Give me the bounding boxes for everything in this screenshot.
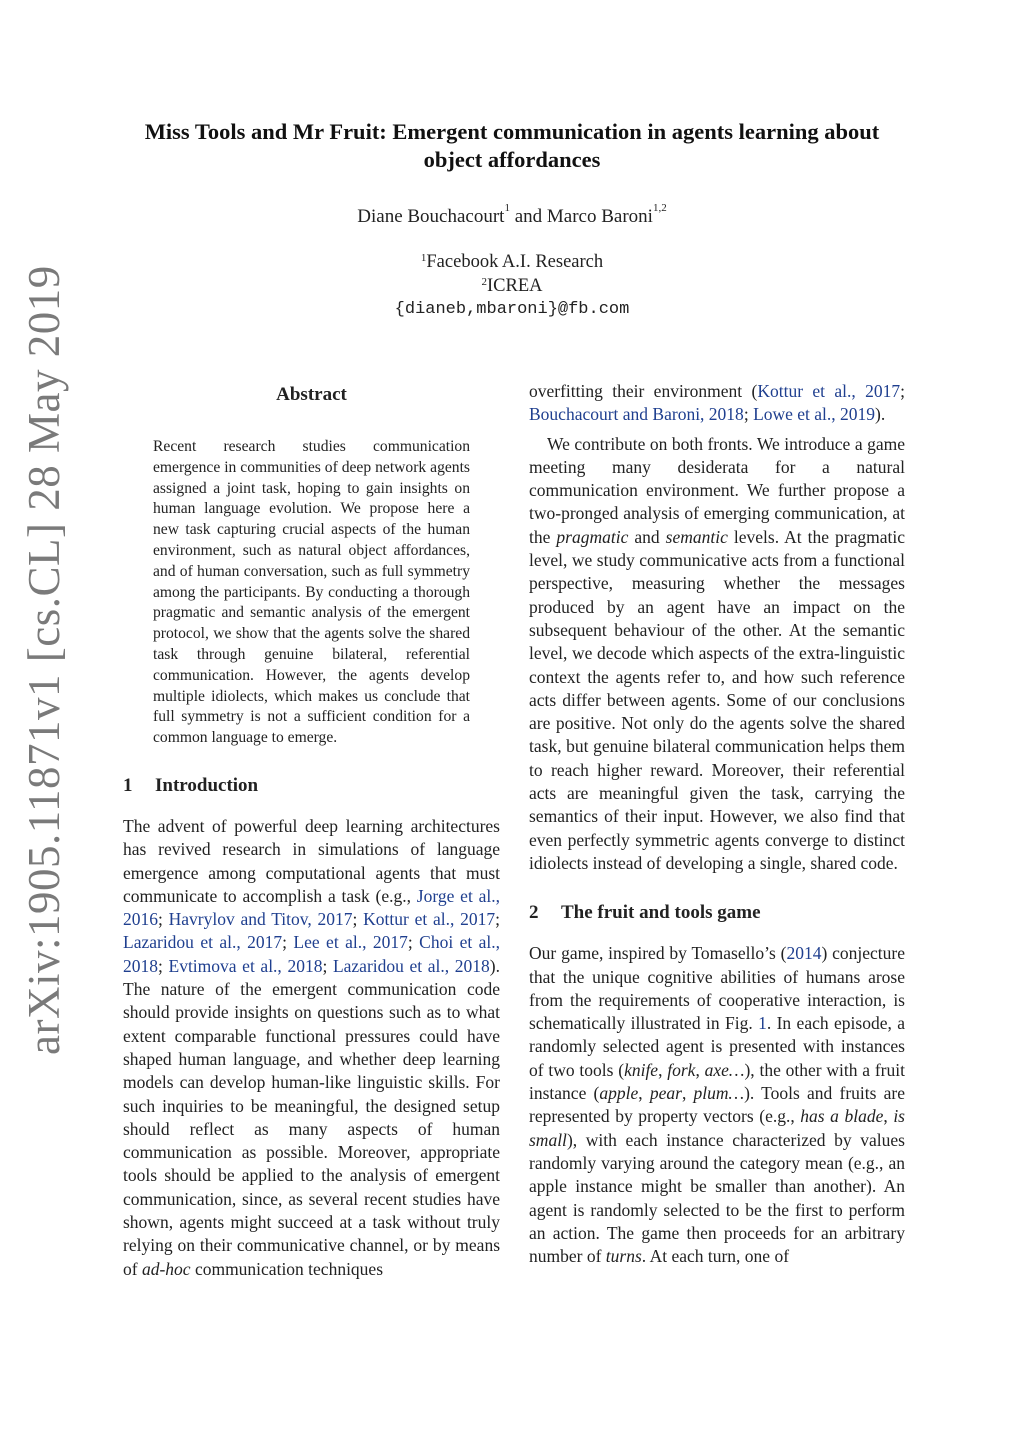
game-paragraph — [529, 942, 905, 1268]
abstract-heading: Abstract — [276, 384, 347, 405]
emphasis-text: plum… — [693, 1083, 745, 1104]
citation-link[interactable]: Kottur et al., 2017 — [363, 909, 496, 930]
section-heading-game — [529, 902, 905, 924]
paragraph-text: communication techniques — [190, 1258, 384, 1279]
emphasis-text: turns — [605, 1246, 642, 1267]
emphasis-text: is small — [529, 1106, 905, 1150]
contribution-paragraph — [529, 433, 905, 876]
section-title: The fruit and tools game — [561, 902, 761, 924]
affiliation-name: Facebook A.I. Research — [426, 252, 604, 272]
author-conjunction: and — [509, 206, 547, 227]
affiliation-mark: 1 — [420, 252, 427, 264]
paragraph-text: Our game, inspired by Tomasello’s ( — [529, 943, 787, 964]
paragraph-text: levels. At the pragmatic level, we study communicative acts from a functional perspective, measuring whether the messages produced by an agent have an impact on the subsequent behaviour of the other. At the semantic level, we decode which aspects of the extra-linguistic context the agents refer to, and how such reference acts differ between agents. Some of our conclusions are positive. Not only do the agents solve the shared task, but genuine bilateral communication helps them to reach higher reward. Moreover, their referential acts are meaningful given the task, carrying the semantics of their input. However, we also find that even perfectly symmetric agents converge to distinct idiolects instead of developing a single, shared code. — [529, 526, 905, 873]
affiliation-line — [120, 250, 904, 274]
citation-separator: ; — [743, 404, 754, 425]
intro-paragraph-continued — [529, 380, 905, 427]
paragraph-text: , — [883, 1106, 894, 1127]
citation-link[interactable]: Jorge et al., 2016 — [123, 885, 500, 930]
paragraph-text: We contribute on both fronts. We introduce a game meeting many desiderata for a natural communication environment. We further propose a two-pronged analysis of emerging communication, at the — [529, 433, 905, 547]
emphasis-text: axe… — [704, 1059, 745, 1080]
paragraph-text: , — [681, 1083, 694, 1104]
citation-link[interactable]: Havrylov and Titov, 2017 — [168, 909, 353, 930]
figure-link[interactable]: 1 — [758, 1013, 767, 1034]
paragraph-text: . In each episode, a randomly selected agent is presented with instances of two tools ( — [529, 1013, 905, 1080]
author-name: Diane Bouchacourt — [357, 206, 505, 227]
emphasis-text: pragmatic — [556, 526, 629, 547]
emphasis-text: has a blade — [800, 1106, 884, 1127]
left-column — [123, 380, 500, 1281]
paragraph-text: ), with each instance characterized by values randomly varying around the category mean (e.g., an apple instance might be smaller than another). An agent is randomly selected to be the first to perform an action. The game then proceeds for an arbitrary number of — [529, 1129, 905, 1267]
citation-link[interactable]: 2014 — [786, 943, 822, 964]
emphasis-text: pear — [649, 1083, 682, 1104]
emphasis-text: fork — [667, 1059, 696, 1080]
affiliation-line — [120, 274, 904, 298]
citation-link[interactable]: Lee et al., 2017 — [293, 932, 408, 953]
citation-link[interactable]: Lazaridou et al., 2018 — [332, 955, 490, 976]
paragraph-text: , — [695, 1059, 705, 1080]
section-number: 2 — [529, 902, 539, 924]
author-list — [120, 202, 904, 228]
paragraph-text: overfitting their environment ( — [529, 381, 758, 401]
citation-separator: ; — [900, 381, 906, 401]
section-title: Introduction — [155, 774, 259, 796]
citation-separator: ; — [282, 932, 294, 953]
paragraph-text: The advent of powerful deep learning architectures has revived research in simulations of language emergence among computational agents that must communicate to accomplish a task (e.g., — [123, 815, 500, 906]
paragraph-text: ) conjecture that the unique cognitive abilities of humans arose from the requirements of cooperative interaction, is schematically illustrated in Fig. — [529, 943, 906, 1034]
citation-separator: ; — [407, 932, 420, 953]
emphasis-text: apple — [599, 1083, 639, 1104]
paper-title: Miss Tools and Mr Fruit: Emergent communication in agents learning about object affordances — [144, 119, 880, 172]
intro-paragraph — [123, 815, 500, 1281]
citation-link[interactable]: Bouchacourt and Baroni, 2018 — [529, 404, 744, 425]
affiliation-mark: 2 — [481, 276, 487, 288]
citation-link[interactable]: Lazaridou et al., 2017 — [123, 932, 283, 953]
citation-link[interactable]: Kottur et al., 2017 — [757, 381, 901, 401]
author-name: Marco Baroni — [546, 206, 653, 227]
paragraph-text: . At each turn, one of — [641, 1246, 790, 1267]
arxiv-identifier[interactable]: arXiv:1905.11871v1 [cs.CL] 28 May 2019 — [19, 265, 69, 1055]
paragraph-text: ). — [875, 404, 886, 425]
citation-separator: ; — [495, 909, 500, 930]
paragraph-text: and — [628, 526, 666, 547]
paragraph-text: ). Tools and fruits are represented by property vectors (e.g., — [529, 1083, 906, 1127]
author-affiliation-mark: 1 — [504, 202, 510, 214]
citation-link[interactable]: Choi et al., 2018 — [123, 932, 500, 976]
section-number: 1 — [123, 774, 133, 796]
author-affiliation-mark: 1,2 — [652, 202, 667, 214]
citation-separator: ; — [158, 955, 169, 976]
paragraph-text: , — [638, 1083, 650, 1104]
paragraph-text: ), the other with a fruit instance ( — [529, 1059, 905, 1104]
citation-link[interactable]: Evtimova et al., 2018 — [168, 955, 323, 976]
emphasis-text: semantic — [665, 526, 728, 547]
abstract-text: Recent research studies communication emergence in communities of deep network agents assigned a joint task, hoping to gain insights on human language evolution. We propose here a new task capturing crucial aspects of the human environment, such as natural object affordances, and of human conversation, such as full symmetry among the participants. By conducting a thorough pragmatic and semantic analysis of the emergent protocol, we show that the agents solve the shared task through genuine bilateral, referential communication. However, the agents develop multiple idiolects, which makes us conclude that full symmetry is not a sufficient condition for a common language to emerge. — [153, 438, 470, 747]
emphasis-text: ad-hoc — [141, 1258, 191, 1279]
paragraph-text: , — [658, 1059, 668, 1080]
right-column — [529, 380, 905, 1268]
paragraph-text: ). The nature of the emergent communication code should provide insights on questions such as to what extent comparable functional pressures could have shaped human language, and whether deep learning models can develop human-like linguistic skills. For such inquiries to be meaningful, the designed setup should reflect as many aspects of human communication as possible. Moreover, appropriate tools should be applied to the analysis of emergent communication, since, as several recent studies have shown, agents might succeed at a task without truly relying on their communicative channel, or by means of — [123, 955, 500, 1279]
affiliation-name: ICREA — [487, 276, 543, 296]
affiliations — [120, 250, 904, 322]
citation-separator: ; — [322, 955, 333, 976]
citation-link[interactable]: Lowe et al., 2019 — [753, 404, 876, 425]
citation-separator: ; — [352, 909, 364, 930]
author-email[interactable]: {dianeb,mbaroni}@fb.com — [394, 300, 630, 319]
citation-separator: ; — [158, 909, 169, 930]
emphasis-text: knife — [624, 1059, 659, 1080]
section-heading-introduction — [123, 775, 500, 797]
